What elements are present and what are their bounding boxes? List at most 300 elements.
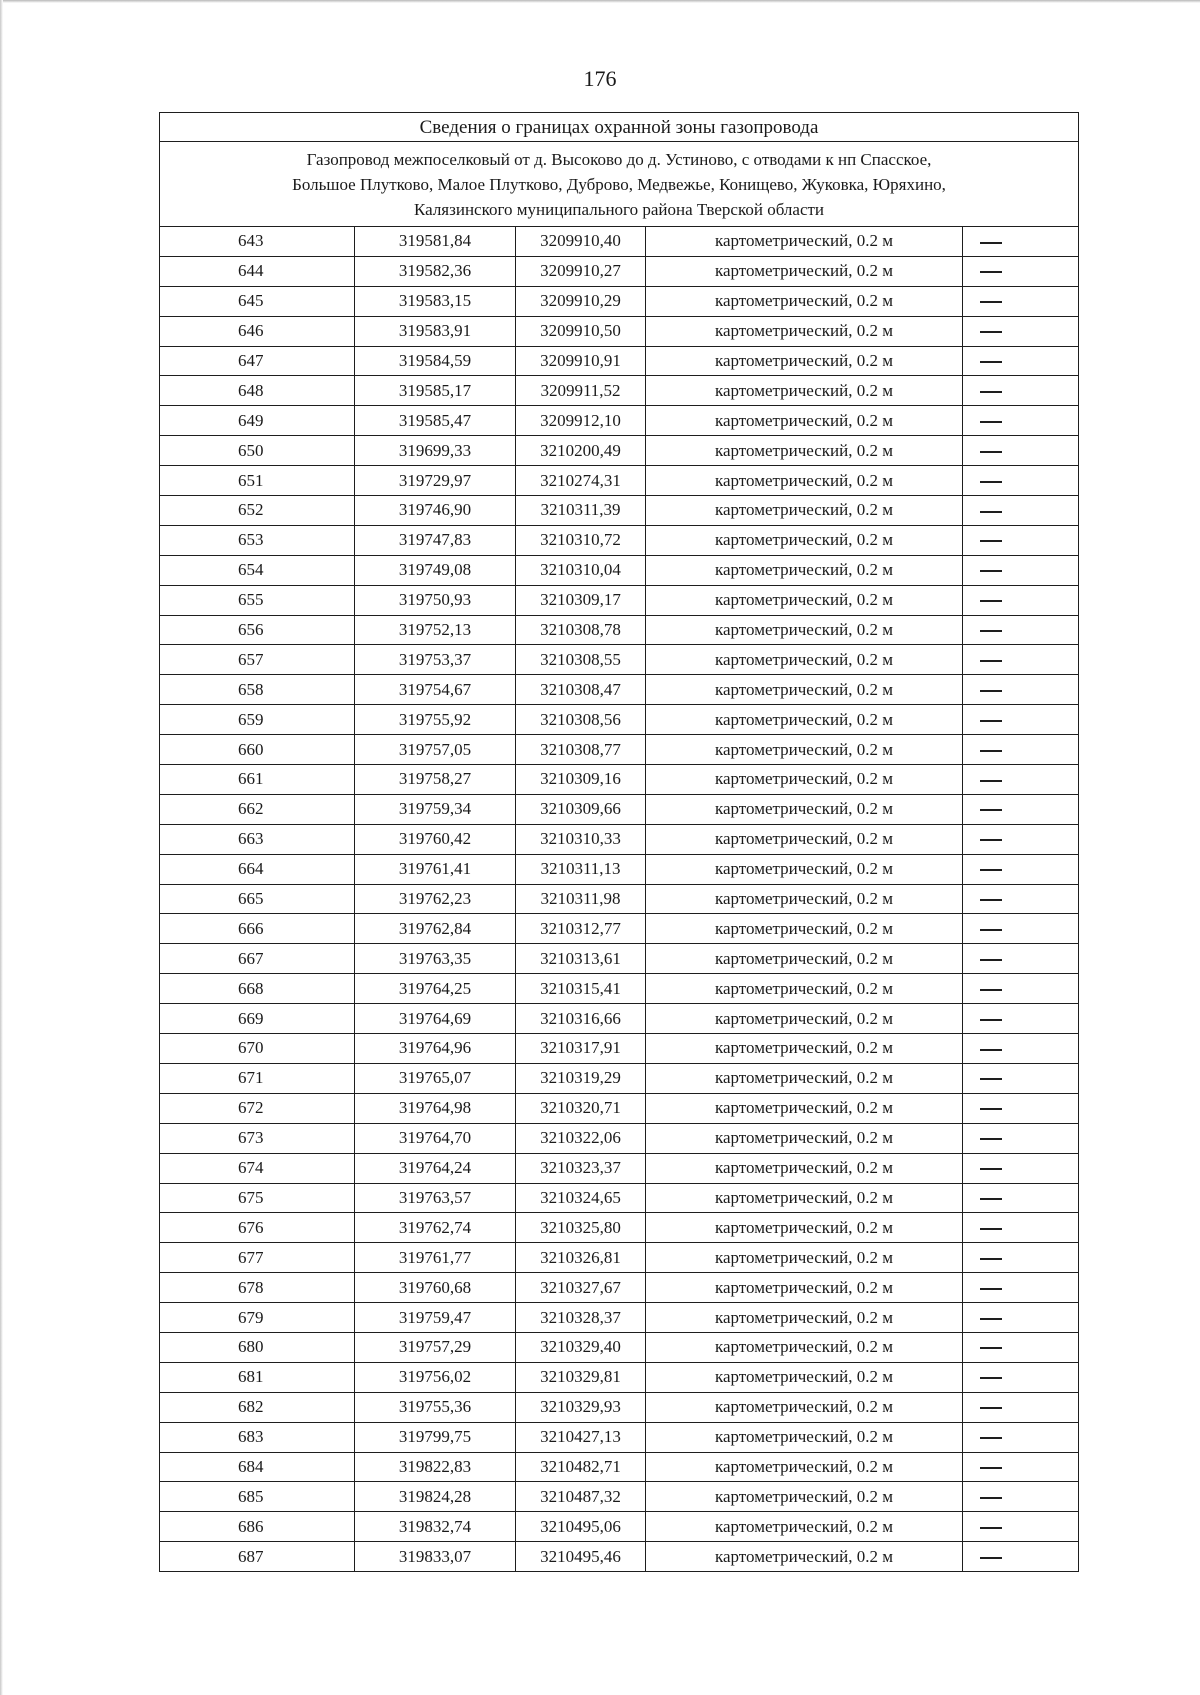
y-coordinate-cell: 3209912,10: [516, 406, 646, 436]
table-row: [160, 1452, 1079, 1482]
dash-mark: [980, 511, 1002, 513]
point-number-cell: 644: [160, 256, 355, 286]
point-number-cell: 649: [160, 406, 355, 436]
table-row: [160, 286, 1079, 316]
dash-mark: [980, 750, 1002, 752]
y-coordinate-cell: 3210315,41: [516, 974, 646, 1004]
table-row: [160, 1482, 1079, 1512]
x-coordinate-cell: 319747,83: [355, 525, 516, 555]
table-row: [160, 884, 1079, 914]
y-coordinate-cell: 3210309,16: [516, 765, 646, 795]
method-cell: картометрический, 0.2 м: [646, 1243, 963, 1273]
y-coordinate-cell: 3210309,66: [516, 794, 646, 824]
extra-cell: [963, 824, 1079, 854]
dash-mark: [980, 869, 1002, 871]
extra-cell: [963, 884, 1079, 914]
table-row: [160, 525, 1079, 555]
method-cell: картометрический, 0.2 м: [646, 316, 963, 346]
dash-mark: [980, 1347, 1002, 1349]
extra-cell: [963, 944, 1079, 974]
x-coordinate-cell: 319824,28: [355, 1482, 516, 1512]
x-coordinate-cell: 319755,92: [355, 705, 516, 735]
extra-cell: [963, 1273, 1079, 1303]
y-coordinate-cell: 3210313,61: [516, 944, 646, 974]
dash-mark: [980, 481, 1002, 483]
method-cell: картометрический, 0.2 м: [646, 227, 963, 257]
extra-cell: [963, 974, 1079, 1004]
point-number-cell: 668: [160, 974, 355, 1004]
y-coordinate-cell: 3210317,91: [516, 1034, 646, 1064]
dash-mark: [980, 1557, 1002, 1559]
dash-mark: [980, 660, 1002, 662]
dash-mark: [980, 1019, 1002, 1021]
extra-cell: [963, 1452, 1079, 1482]
table-row: [160, 406, 1079, 436]
dash-mark: [980, 1228, 1002, 1230]
dash-mark: [980, 1258, 1002, 1260]
extra-cell: [963, 1392, 1079, 1422]
method-cell: картометрический, 0.2 м: [646, 735, 963, 765]
extra-cell: [963, 406, 1079, 436]
method-cell: картометрический, 0.2 м: [646, 1512, 963, 1542]
point-number-cell: 677: [160, 1243, 355, 1273]
point-number-cell: 662: [160, 794, 355, 824]
extra-cell: [963, 854, 1079, 884]
extra-cell: [963, 675, 1079, 705]
y-coordinate-cell: 3210310,04: [516, 555, 646, 585]
x-coordinate-cell: 319762,23: [355, 884, 516, 914]
extra-cell: [963, 525, 1079, 555]
extra-cell: [963, 1512, 1079, 1542]
x-coordinate-cell: 319582,36: [355, 256, 516, 286]
method-cell: картометрический, 0.2 м: [646, 376, 963, 406]
y-coordinate-cell: 3210308,78: [516, 615, 646, 645]
point-number-cell: 675: [160, 1183, 355, 1213]
dash-mark: [980, 690, 1002, 692]
table-row: [160, 1123, 1079, 1153]
table-row: [160, 1004, 1079, 1034]
method-cell: картометрический, 0.2 м: [646, 884, 963, 914]
y-coordinate-cell: 3210319,29: [516, 1063, 646, 1093]
extra-cell: [963, 346, 1079, 376]
table-row: [160, 675, 1079, 705]
dash-mark: [980, 630, 1002, 632]
y-coordinate-cell: 3210324,65: [516, 1183, 646, 1213]
table-row: [160, 1093, 1079, 1123]
x-coordinate-cell: 319764,24: [355, 1153, 516, 1183]
table-row: [160, 316, 1079, 346]
extra-cell: [963, 1362, 1079, 1392]
dash-mark: [980, 451, 1002, 453]
method-cell: картометрический, 0.2 м: [646, 914, 963, 944]
dash-mark: [980, 242, 1002, 244]
method-cell: картометрический, 0.2 м: [646, 645, 963, 675]
scan-edge-top: [0, 0, 1200, 3]
method-cell: картометрический, 0.2 м: [646, 1542, 963, 1572]
point-number-cell: 655: [160, 585, 355, 615]
method-cell: картометрический, 0.2 м: [646, 555, 963, 585]
point-number-cell: 679: [160, 1303, 355, 1333]
y-coordinate-cell: 3209910,40: [516, 227, 646, 257]
table-row: [160, 974, 1079, 1004]
dash-mark: [980, 1467, 1002, 1469]
method-cell: картометрический, 0.2 м: [646, 854, 963, 884]
y-coordinate-cell: 3210329,81: [516, 1362, 646, 1392]
table-row: [160, 1362, 1079, 1392]
y-coordinate-cell: 3209910,50: [516, 316, 646, 346]
y-coordinate-cell: 3210308,55: [516, 645, 646, 675]
dash-mark: [980, 1078, 1002, 1080]
y-coordinate-cell: 3210308,77: [516, 735, 646, 765]
y-coordinate-cell: 3210328,37: [516, 1303, 646, 1333]
y-coordinate-cell: 3210308,56: [516, 705, 646, 735]
method-cell: картометрический, 0.2 м: [646, 1123, 963, 1153]
x-coordinate-cell: 319762,84: [355, 914, 516, 944]
x-coordinate-cell: 319757,29: [355, 1332, 516, 1362]
scan-edge-left: [0, 0, 3, 1695]
extra-cell: [963, 256, 1079, 286]
extra-cell: [963, 496, 1079, 526]
y-coordinate-cell: 3210311,98: [516, 884, 646, 914]
dash-mark: [980, 540, 1002, 542]
y-coordinate-cell: 3210329,40: [516, 1332, 646, 1362]
point-number-cell: 681: [160, 1362, 355, 1392]
table-row: [160, 227, 1079, 257]
x-coordinate-cell: 319763,57: [355, 1183, 516, 1213]
method-cell: картометрический, 0.2 м: [646, 1004, 963, 1034]
table-title: Сведения о границах охранной зоны газопровода: [160, 113, 1079, 142]
dash-mark: [980, 1318, 1002, 1320]
dash-mark: [980, 271, 1002, 273]
table-row: [160, 496, 1079, 526]
x-coordinate-cell: 319583,15: [355, 286, 516, 316]
table-row: [160, 705, 1079, 735]
extra-cell: [963, 466, 1079, 496]
x-coordinate-cell: 319583,91: [355, 316, 516, 346]
point-number-cell: 658: [160, 675, 355, 705]
dash-mark: [980, 600, 1002, 602]
dash-mark: [980, 1049, 1002, 1051]
extra-cell: [963, 1063, 1079, 1093]
point-number-cell: 670: [160, 1034, 355, 1064]
x-coordinate-cell: 319752,13: [355, 615, 516, 645]
x-coordinate-cell: 319759,34: [355, 794, 516, 824]
x-coordinate-cell: 319764,70: [355, 1123, 516, 1153]
x-coordinate-cell: 319832,74: [355, 1512, 516, 1542]
table-row: [160, 1034, 1079, 1064]
extra-cell: [963, 735, 1079, 765]
y-coordinate-cell: 3210482,71: [516, 1452, 646, 1482]
table-title-row: [160, 113, 1079, 142]
dash-mark: [980, 720, 1002, 722]
dash-mark: [980, 1288, 1002, 1290]
point-number-cell: 685: [160, 1482, 355, 1512]
table-row: [160, 555, 1079, 585]
x-coordinate-cell: 319585,47: [355, 406, 516, 436]
table-row: [160, 735, 1079, 765]
dash-mark: [980, 570, 1002, 572]
dash-mark: [980, 989, 1002, 991]
dash-mark: [980, 1407, 1002, 1409]
extra-cell: [963, 555, 1079, 585]
x-coordinate-cell: 319764,25: [355, 974, 516, 1004]
subtitle-line: Газопровод межпоселковый от д. Высоково до д. Устиново, с отводами к нп Спасское,: [306, 149, 932, 169]
point-number-cell: 651: [160, 466, 355, 496]
method-cell: картометрический, 0.2 м: [646, 1392, 963, 1422]
x-coordinate-cell: 319764,96: [355, 1034, 516, 1064]
y-coordinate-cell: 3210495,06: [516, 1512, 646, 1542]
extra-cell: [963, 1004, 1079, 1034]
method-cell: картометрический, 0.2 м: [646, 525, 963, 555]
extra-cell: [963, 1482, 1079, 1512]
y-coordinate-cell: 3210308,47: [516, 675, 646, 705]
method-cell: картометрический, 0.2 м: [646, 1034, 963, 1064]
y-coordinate-cell: 3209910,29: [516, 286, 646, 316]
point-number-cell: 654: [160, 555, 355, 585]
dash-mark: [980, 1198, 1002, 1200]
point-number-cell: 676: [160, 1213, 355, 1243]
gas-pipeline-zone-table: [159, 112, 1079, 1572]
method-cell: картометрический, 0.2 м: [646, 765, 963, 795]
point-number-cell: 660: [160, 735, 355, 765]
method-cell: картометрический, 0.2 м: [646, 406, 963, 436]
point-number-cell: 653: [160, 525, 355, 555]
table-body: [160, 113, 1079, 1572]
extra-cell: [963, 914, 1079, 944]
table-row: [160, 1542, 1079, 1572]
table-row: [160, 1243, 1079, 1273]
y-coordinate-cell: 3210325,80: [516, 1213, 646, 1243]
dash-mark: [980, 331, 1002, 333]
point-number-cell: 673: [160, 1123, 355, 1153]
table-subtitle-row: [160, 142, 1079, 227]
y-coordinate-cell: 3210310,72: [516, 525, 646, 555]
point-number-cell: 661: [160, 765, 355, 795]
y-coordinate-cell: 3210495,46: [516, 1542, 646, 1572]
x-coordinate-cell: 319729,97: [355, 466, 516, 496]
extra-cell: [963, 1034, 1079, 1064]
table-row: [160, 854, 1079, 884]
dash-mark: [980, 1377, 1002, 1379]
x-coordinate-cell: 319758,27: [355, 765, 516, 795]
extra-cell: [963, 585, 1079, 615]
x-coordinate-cell: 319584,59: [355, 346, 516, 376]
y-coordinate-cell: 3210311,39: [516, 496, 646, 526]
table-row: [160, 256, 1079, 286]
method-cell: картометрический, 0.2 м: [646, 1093, 963, 1123]
point-number-cell: 664: [160, 854, 355, 884]
x-coordinate-cell: 319765,07: [355, 1063, 516, 1093]
point-number-cell: 674: [160, 1153, 355, 1183]
x-coordinate-cell: 319763,35: [355, 944, 516, 974]
x-coordinate-cell: 319757,05: [355, 735, 516, 765]
extra-cell: [963, 1213, 1079, 1243]
dash-mark: [980, 1168, 1002, 1170]
x-coordinate-cell: 319581,84: [355, 227, 516, 257]
y-coordinate-cell: 3210310,33: [516, 824, 646, 854]
point-number-cell: 682: [160, 1392, 355, 1422]
extra-cell: [963, 705, 1079, 735]
point-number-cell: 686: [160, 1512, 355, 1542]
x-coordinate-cell: 319764,69: [355, 1004, 516, 1034]
point-number-cell: 666: [160, 914, 355, 944]
dash-mark: [980, 959, 1002, 961]
table-row: [160, 1303, 1079, 1333]
x-coordinate-cell: 319760,68: [355, 1273, 516, 1303]
extra-cell: [963, 1332, 1079, 1362]
extra-cell: [963, 645, 1079, 675]
y-coordinate-cell: 3210200,49: [516, 436, 646, 466]
page-number: 176: [583, 66, 617, 91]
method-cell: картометрический, 0.2 м: [646, 1452, 963, 1482]
point-number-cell: 680: [160, 1332, 355, 1362]
table-row: [160, 346, 1079, 376]
table-row: [160, 944, 1079, 974]
extra-cell: [963, 286, 1079, 316]
y-coordinate-cell: 3209910,91: [516, 346, 646, 376]
table-row: [160, 436, 1079, 466]
method-cell: картометрический, 0.2 м: [646, 1482, 963, 1512]
dash-mark: [980, 421, 1002, 423]
method-cell: картометрический, 0.2 м: [646, 675, 963, 705]
y-coordinate-cell: 3210427,13: [516, 1422, 646, 1452]
method-cell: картометрический, 0.2 м: [646, 705, 963, 735]
table-row: [160, 1213, 1079, 1243]
table-row: [160, 1273, 1079, 1303]
y-coordinate-cell: 3210323,37: [516, 1153, 646, 1183]
point-number-cell: 648: [160, 376, 355, 406]
x-coordinate-cell: 319761,41: [355, 854, 516, 884]
y-coordinate-cell: 3210311,13: [516, 854, 646, 884]
dash-mark: [980, 1497, 1002, 1499]
method-cell: картометрический, 0.2 м: [646, 1183, 963, 1213]
point-number-cell: 669: [160, 1004, 355, 1034]
extra-cell: [963, 436, 1079, 466]
y-coordinate-cell: 3210274,31: [516, 466, 646, 496]
dash-mark: [980, 1527, 1002, 1529]
extra-cell: [963, 794, 1079, 824]
dash-mark: [980, 301, 1002, 303]
extra-cell: [963, 316, 1079, 346]
extra-cell: [963, 1422, 1079, 1452]
dash-mark: [980, 1138, 1002, 1140]
table-row: [160, 765, 1079, 795]
x-coordinate-cell: 319750,93: [355, 585, 516, 615]
point-number-cell: 657: [160, 645, 355, 675]
x-coordinate-cell: 319585,17: [355, 376, 516, 406]
x-coordinate-cell: 319764,98: [355, 1093, 516, 1123]
x-coordinate-cell: 319760,42: [355, 824, 516, 854]
dash-mark: [980, 780, 1002, 782]
x-coordinate-cell: 319759,47: [355, 1303, 516, 1333]
point-number-cell: 647: [160, 346, 355, 376]
extra-cell: [963, 227, 1079, 257]
method-cell: картометрический, 0.2 м: [646, 944, 963, 974]
point-number-cell: 665: [160, 884, 355, 914]
table-row: [160, 645, 1079, 675]
x-coordinate-cell: 319822,83: [355, 1452, 516, 1482]
table-row: [160, 376, 1079, 406]
point-number-cell: 683: [160, 1422, 355, 1452]
y-coordinate-cell: 3210327,67: [516, 1273, 646, 1303]
subtitle-line: Калязинского муниципального района Тверской области: [414, 199, 825, 219]
method-cell: картометрический, 0.2 м: [646, 1063, 963, 1093]
method-cell: картометрический, 0.2 м: [646, 794, 963, 824]
method-cell: картометрический, 0.2 м: [646, 1362, 963, 1392]
x-coordinate-cell: 319699,33: [355, 436, 516, 466]
subtitle-line: Большое Плутково, Малое Плутково, Дуброво, Медвежье, Конищево, Жуковка, Юряхино,: [292, 174, 946, 194]
table-row: [160, 1422, 1079, 1452]
method-cell: картометрический, 0.2 м: [646, 286, 963, 316]
y-coordinate-cell: 3210322,06: [516, 1123, 646, 1153]
x-coordinate-cell: 319753,37: [355, 645, 516, 675]
point-number-cell: 667: [160, 944, 355, 974]
x-coordinate-cell: 319756,02: [355, 1362, 516, 1392]
point-number-cell: 671: [160, 1063, 355, 1093]
method-cell: картометрический, 0.2 м: [646, 1273, 963, 1303]
table-row: [160, 615, 1079, 645]
method-cell: картометрический, 0.2 м: [646, 1213, 963, 1243]
dash-mark: [980, 899, 1002, 901]
x-coordinate-cell: 319749,08: [355, 555, 516, 585]
table-row: [160, 1392, 1079, 1422]
y-coordinate-cell: 3210320,71: [516, 1093, 646, 1123]
method-cell: картометрический, 0.2 м: [646, 1422, 963, 1452]
y-coordinate-cell: 3209911,52: [516, 376, 646, 406]
dash-mark: [980, 391, 1002, 393]
extra-cell: [963, 1303, 1079, 1333]
x-coordinate-cell: 319761,77: [355, 1243, 516, 1273]
table-row: [160, 1512, 1079, 1542]
table-row: [160, 794, 1079, 824]
dash-mark: [980, 839, 1002, 841]
y-coordinate-cell: 3210487,32: [516, 1482, 646, 1512]
point-number-cell: 684: [160, 1452, 355, 1482]
table-row: [160, 1332, 1079, 1362]
point-number-cell: 672: [160, 1093, 355, 1123]
y-coordinate-cell: 3210329,93: [516, 1392, 646, 1422]
extra-cell: [963, 1153, 1079, 1183]
table-row: [160, 1183, 1079, 1213]
point-number-cell: 652: [160, 496, 355, 526]
extra-cell: [963, 765, 1079, 795]
x-coordinate-cell: 319833,07: [355, 1542, 516, 1572]
dash-mark: [980, 809, 1002, 811]
x-coordinate-cell: 319762,74: [355, 1213, 516, 1243]
extra-cell: [963, 376, 1079, 406]
extra-cell: [963, 1123, 1079, 1153]
table-row: [160, 1153, 1079, 1183]
method-cell: картометрический, 0.2 м: [646, 615, 963, 645]
method-cell: картометрический, 0.2 м: [646, 496, 963, 526]
extra-cell: [963, 1243, 1079, 1273]
method-cell: картометрический, 0.2 м: [646, 1153, 963, 1183]
extra-cell: [963, 1183, 1079, 1213]
point-number-cell: 646: [160, 316, 355, 346]
table-row: [160, 824, 1079, 854]
extra-cell: [963, 1542, 1079, 1572]
point-number-cell: 656: [160, 615, 355, 645]
y-coordinate-cell: 3210316,66: [516, 1004, 646, 1034]
x-coordinate-cell: 319754,67: [355, 675, 516, 705]
dash-mark: [980, 1108, 1002, 1110]
table-row: [160, 1063, 1079, 1093]
table-row: [160, 585, 1079, 615]
table-row: [160, 466, 1079, 496]
x-coordinate-cell: 319746,90: [355, 496, 516, 526]
method-cell: картометрический, 0.2 м: [646, 256, 963, 286]
method-cell: картометрический, 0.2 м: [646, 974, 963, 1004]
